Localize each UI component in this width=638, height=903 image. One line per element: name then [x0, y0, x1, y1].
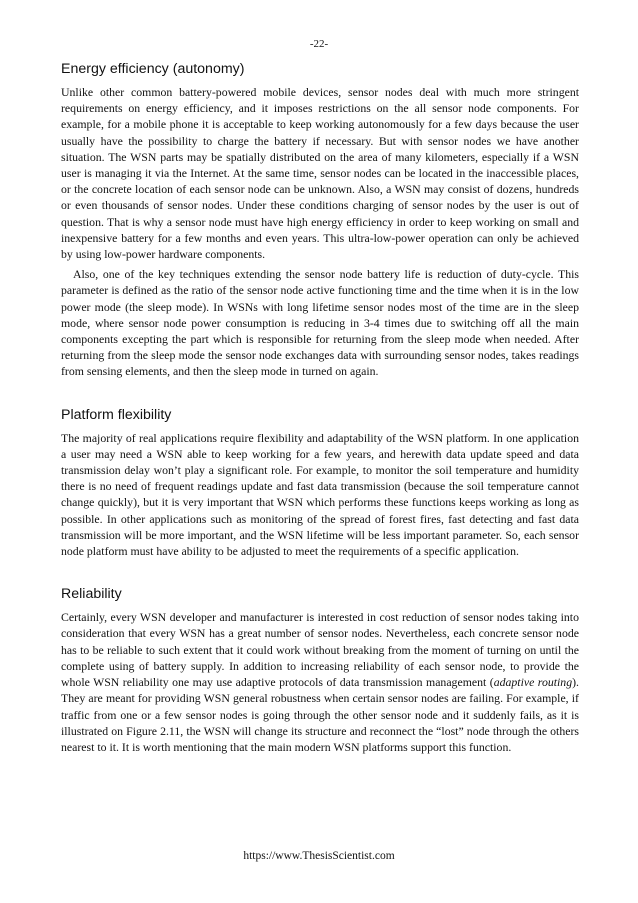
section-heading: Reliability — [61, 586, 122, 603]
section-heading: Energy efficiency (autonomy) — [61, 61, 245, 77]
section-reliability — [61, 585, 579, 755]
paragraph: The majority of real applications require flexibility and adaptability of the WSN platform. In one application a user may need a WSN able to keep working for a few years, and herewith data update speed and data transmission delay won’t play a significant role. For example, to monitor the soil temperature and humidity there is no need of frequent readings update and fast data transmission (because the soil temperature cannot change quickly), but it is very important that WSN which performs these functions keeps working as long as possible. In other applications such as monitoring of the spread of forest fires, fast detecting and fast data transmission will be more important, and the WSN lifetime will be less important parameter. So, each sensor node platform must have ability to be adjusted to meet the requirements of a specific application. — [61, 430, 579, 559]
emphasized-term: adaptive routing — [493, 675, 573, 690]
paragraph: Also, one of the key techniques extending the sensor node battery life is reduction of duty-cycle. This parameter is defined as the ratio of the sensor node active functioning time and the time when it is in the low power mode (the sleep mode). In WSNs with long lifetime sensor nodes most of the time are in the sleep mode, where sensor node power consumption is reducing in 3-4 times due to switching off all the main components excepting the part which is responsible for returning from the sleep mode when needed. After returning from the sleep mode the sensor node exchanges data with surrounding sensor nodes, takes readings from sensing elements, and then the sleep mode in turned on again. — [61, 267, 579, 379]
paragraph: Unlike other common battery-powered mobile devices, sensor nodes deal with much more stringent requirements on energy efficiency, and it imposes restrictions on the all sensor node components. For example, for a mobile phone it is acceptable to keep working autonomously for a few days because the user usually have the possibility to charge the battery if necessary. But with sensor nodes we have another situation. The WSN parts may be spatially distributed on the area of many kilometers, especially if a WSN user is managing it via the Internet. At the same time, sensor nodes can be located in the inaccessible places, or the concrete location of each sensor node can be unknown. Also, a WSN may consist of dozens, hundreds or even thousands of sensor nodes. Under these conditions charging of sensor nodes by the user is out of question. That is why a sensor node must have high energy efficiency in order to keep working on small and inexpensive battery for a few months and even years. This ultra-low-power operation can only be achieved by using low-power hardware components. — [61, 85, 579, 262]
paragraph — [61, 609, 579, 755]
section-heading: Platform flexibility — [61, 406, 172, 423]
section-platform-flexibility — [61, 406, 579, 560]
section-energy-efficiency — [61, 60, 579, 380]
paragraph-text: ). They are meant for providing WSN general robustness when certain sensor nodes are failing. For example, if traffic from one or a few sensor nodes is going through the other sensor node and it suddenly fails, as it is illustrated on Figure 2.11, the WSN will change its structure and reconnect the “lost” node through the others nearest to it. It is worth mentioning that the main modern WSN platforms support this function. — [61, 675, 579, 754]
footer-url: https://www.ThesisScientist.com — [243, 850, 395, 862]
page-number: -22- — [309, 38, 329, 50]
paragraph-text: Certainly, every WSN developer and manufacturer is interested in cost reduction of sensor nodes taking into consideration that every WSN has a great number of sensor nodes. Nevertheless, each concrete sensor node has to be reliable to such extent that it could work without breaking from the moment of turning on until the complete using of battery supply. In addition to increasing reliability of each sensor node, to provide the whole WSN reliability one may use adaptive protocols of data transmission management ( — [61, 610, 579, 690]
document-body — [61, 60, 579, 755]
